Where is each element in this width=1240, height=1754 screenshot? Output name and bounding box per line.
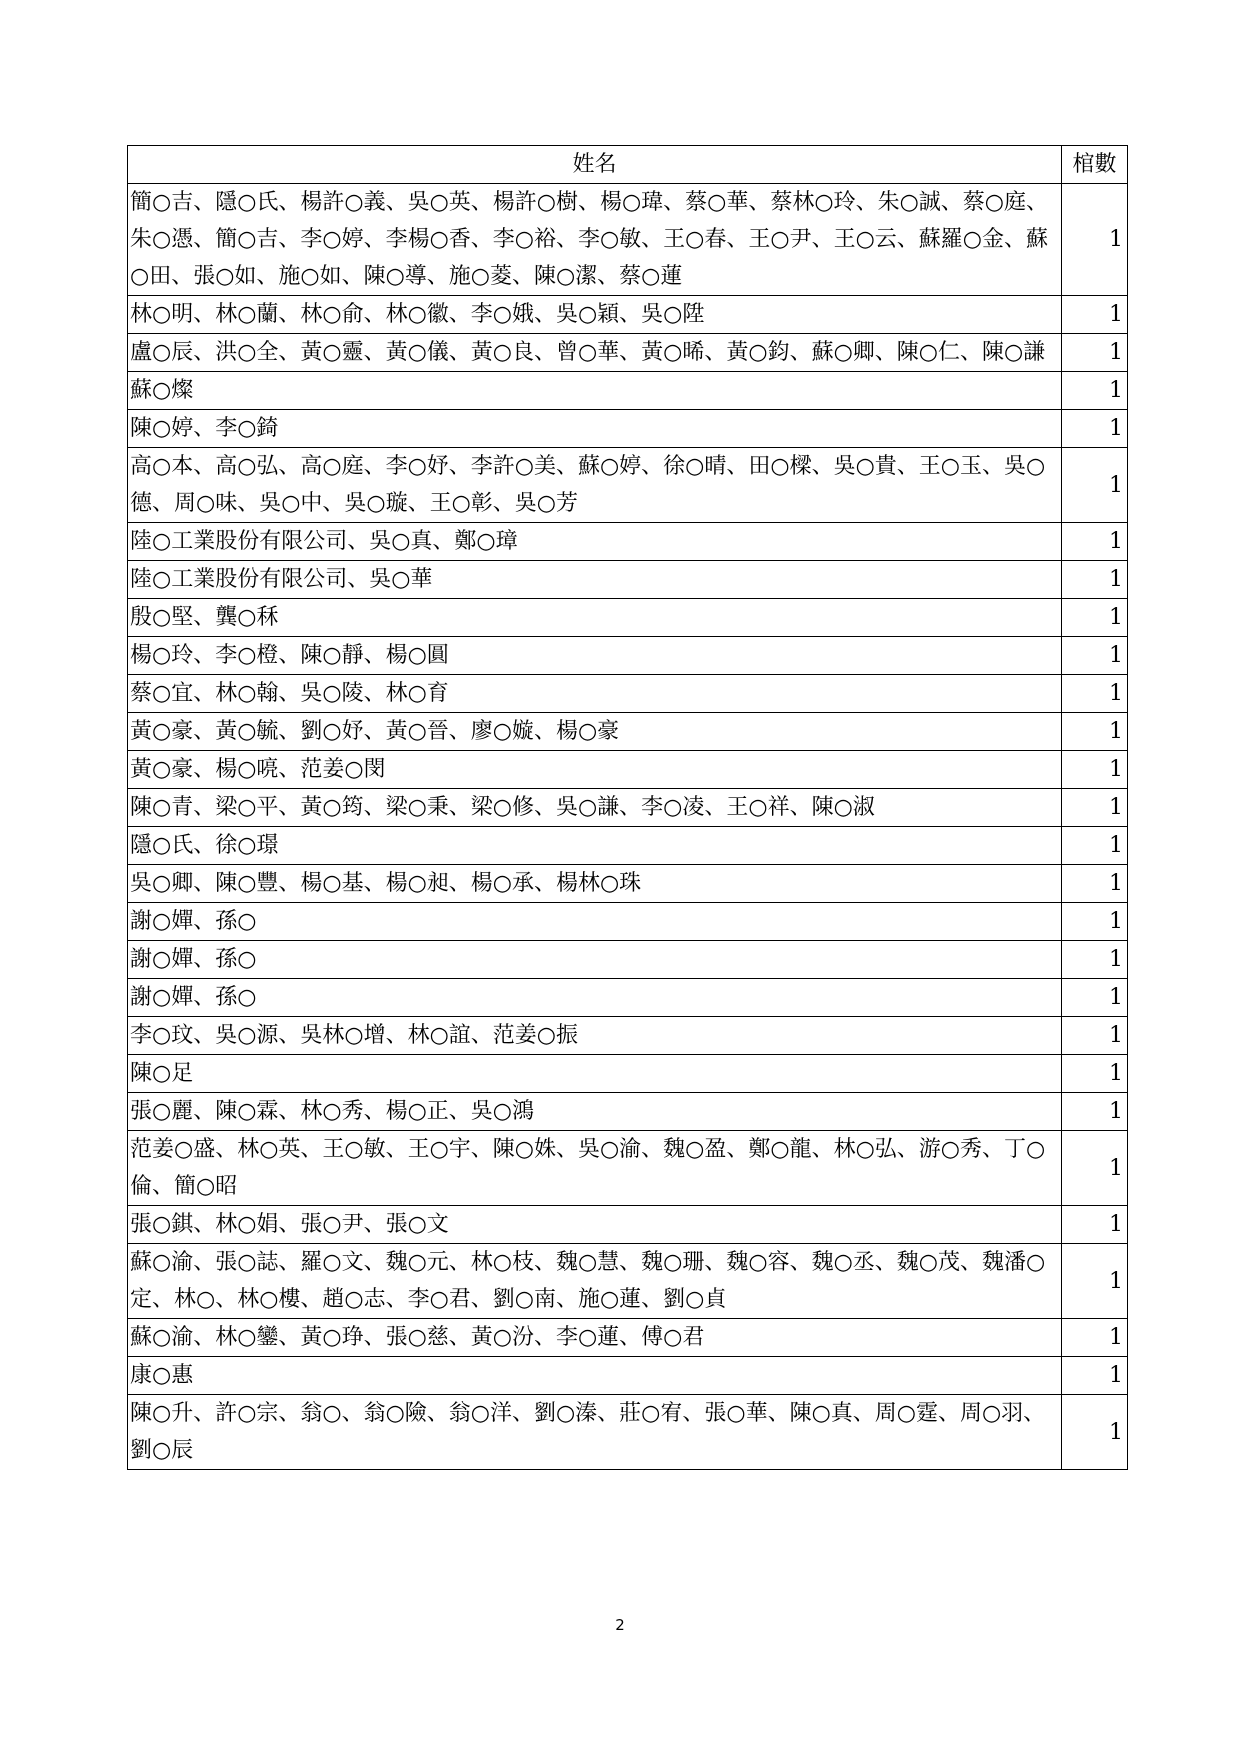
table-row bbox=[128, 1319, 1128, 1357]
table-row bbox=[128, 599, 1128, 637]
names-table bbox=[127, 145, 1128, 1470]
coffin-count-cell: 1 bbox=[1062, 372, 1128, 410]
names-cell: 李○玟、吳○源、吳林○增、林○誼、范姜○振 bbox=[128, 1017, 1062, 1055]
names-cell: 蘇○渝、林○鑾、黃○琤、張○慈、黃○汾、李○蓮、傅○君 bbox=[128, 1319, 1062, 1357]
coffin-count-cell: 1 bbox=[1062, 1131, 1128, 1206]
coffin-count-cell: 1 bbox=[1062, 903, 1128, 941]
table-row bbox=[128, 448, 1128, 523]
table-row bbox=[128, 751, 1128, 789]
table-row bbox=[128, 561, 1128, 599]
coffin-count-cell: 1 bbox=[1062, 1319, 1128, 1357]
page-number: 2 bbox=[615, 1616, 625, 1634]
table-row bbox=[128, 523, 1128, 561]
names-cell: 蘇○燦 bbox=[128, 372, 1062, 410]
coffin-count-cell: 1 bbox=[1062, 713, 1128, 751]
table-row bbox=[128, 1055, 1128, 1093]
names-cell: 謝○嬋、孫○ bbox=[128, 979, 1062, 1017]
table-row bbox=[128, 1357, 1128, 1395]
coffin-count-cell: 1 bbox=[1062, 410, 1128, 448]
table-header-row bbox=[128, 146, 1128, 184]
coffin-count-cell: 1 bbox=[1062, 979, 1128, 1017]
coffin-count-cell: 1 bbox=[1062, 941, 1128, 979]
table-row bbox=[128, 372, 1128, 410]
table-row bbox=[128, 1093, 1128, 1131]
names-cell: 范姜○盛、林○英、王○敏、王○宇、陳○姝、吳○渝、魏○盈、鄭○龍、林○弘、游○秀、丁○倫、簡○昭 bbox=[128, 1131, 1062, 1206]
table-row bbox=[128, 410, 1128, 448]
table-row bbox=[128, 789, 1128, 827]
header-count: 棺數 bbox=[1062, 146, 1128, 184]
table-row bbox=[128, 296, 1128, 334]
coffin-count-cell: 1 bbox=[1062, 751, 1128, 789]
coffin-count-cell: 1 bbox=[1062, 637, 1128, 675]
table-row bbox=[128, 1395, 1128, 1470]
table-row bbox=[128, 184, 1128, 296]
names-cell: 謝○嬋、孫○ bbox=[128, 903, 1062, 941]
coffin-count-cell: 1 bbox=[1062, 334, 1128, 372]
names-cell: 謝○嬋、孫○ bbox=[128, 941, 1062, 979]
coffin-count-cell: 1 bbox=[1062, 1244, 1128, 1319]
names-cell: 陳○婷、李○錡 bbox=[128, 410, 1062, 448]
names-cell: 高○本、高○弘、高○庭、李○妤、李許○美、蘇○婷、徐○晴、田○樑、吳○貴、王○玉、吳○德、周○味、吳○中、吳○璇、王○彰、吳○芳 bbox=[128, 448, 1062, 523]
names-cell: 殷○堅、龔○秝 bbox=[128, 599, 1062, 637]
coffin-count-cell: 1 bbox=[1062, 1395, 1128, 1470]
names-cell: 陳○青、梁○平、黃○筠、梁○秉、梁○修、吳○謙、李○凌、王○祥、陳○淑 bbox=[128, 789, 1062, 827]
coffin-count-cell: 1 bbox=[1062, 523, 1128, 561]
table-row bbox=[128, 1131, 1128, 1206]
coffin-count-cell: 1 bbox=[1062, 561, 1128, 599]
table-row bbox=[128, 903, 1128, 941]
names-cell: 蔡○宜、林○翰、吳○陵、林○育 bbox=[128, 675, 1062, 713]
coffin-count-cell: 1 bbox=[1062, 296, 1128, 334]
names-cell: 陸○工業股份有限公司、吳○真、鄭○璋 bbox=[128, 523, 1062, 561]
names-cell: 張○錤、林○娟、張○尹、張○文 bbox=[128, 1206, 1062, 1244]
table-row bbox=[128, 1206, 1128, 1244]
table-row bbox=[128, 941, 1128, 979]
names-cell: 隱○氏、徐○璟 bbox=[128, 827, 1062, 865]
coffin-count-cell: 1 bbox=[1062, 1357, 1128, 1395]
names-cell: 簡○吉、隱○氏、楊許○義、吳○英、楊許○樹、楊○瑋、蔡○華、蔡林○玲、朱○誠、蔡○庭、朱○憑、簡○吉、李○婷、李楊○香、李○裕、李○敏、王○春、王○尹、王○云、蘇羅○金、蘇○田、張○如、施○如、陳○導、施○菱、陳○潔、蔡○蓮 bbox=[128, 184, 1062, 296]
names-cell: 黃○豪、黃○毓、劉○妤、黃○晉、廖○嫙、楊○豪 bbox=[128, 713, 1062, 751]
names-cell: 楊○玲、李○橙、陳○靜、楊○圓 bbox=[128, 637, 1062, 675]
names-cell: 黃○豪、楊○喨、范姜○閔 bbox=[128, 751, 1062, 789]
coffin-count-cell: 1 bbox=[1062, 827, 1128, 865]
names-cell: 蘇○渝、張○誌、羅○文、魏○元、林○枝、魏○慧、魏○珊、魏○容、魏○丞、魏○茂、魏潘○定、林○、林○樓、趙○志、李○君、劉○南、施○蓮、劉○貞 bbox=[128, 1244, 1062, 1319]
table-row bbox=[128, 637, 1128, 675]
names-cell: 陸○工業股份有限公司、吳○華 bbox=[128, 561, 1062, 599]
names-cell: 吳○卿、陳○豐、楊○基、楊○昶、楊○承、楊林○珠 bbox=[128, 865, 1062, 903]
table-row bbox=[128, 334, 1128, 372]
coffin-count-cell: 1 bbox=[1062, 789, 1128, 827]
table-row bbox=[128, 713, 1128, 751]
names-cell: 陳○足 bbox=[128, 1055, 1062, 1093]
coffin-count-cell: 1 bbox=[1062, 1206, 1128, 1244]
table-row bbox=[128, 1244, 1128, 1319]
table-row bbox=[128, 1017, 1128, 1055]
coffin-count-cell: 1 bbox=[1062, 448, 1128, 523]
table-row bbox=[128, 865, 1128, 903]
coffin-count-cell: 1 bbox=[1062, 675, 1128, 713]
coffin-count-cell: 1 bbox=[1062, 865, 1128, 903]
names-cell: 張○麗、陳○霖、林○秀、楊○正、吳○鴻 bbox=[128, 1093, 1062, 1131]
names-cell: 盧○辰、洪○全、黃○靈、黃○儀、黃○良、曾○華、黃○晞、黃○鈞、蘇○卿、陳○仁、陳○謙 bbox=[128, 334, 1062, 372]
coffin-count-cell: 1 bbox=[1062, 599, 1128, 637]
table-body bbox=[128, 184, 1128, 1470]
names-cell: 陳○升、許○宗、翁○、翁○險、翁○洋、劉○溱、莊○宥、張○華、陳○真、周○霆、周○羽、劉○辰 bbox=[128, 1395, 1062, 1470]
coffin-count-cell: 1 bbox=[1062, 1093, 1128, 1131]
coffin-count-cell: 1 bbox=[1062, 1055, 1128, 1093]
table-row bbox=[128, 675, 1128, 713]
names-cell: 林○明、林○蘭、林○俞、林○徽、李○娥、吳○穎、吳○陞 bbox=[128, 296, 1062, 334]
names-cell: 康○惠 bbox=[128, 1357, 1062, 1395]
coffin-count-cell: 1 bbox=[1062, 184, 1128, 296]
header-name: 姓名 bbox=[128, 146, 1062, 184]
table-row bbox=[128, 979, 1128, 1017]
table-row bbox=[128, 827, 1128, 865]
coffin-count-cell: 1 bbox=[1062, 1017, 1128, 1055]
